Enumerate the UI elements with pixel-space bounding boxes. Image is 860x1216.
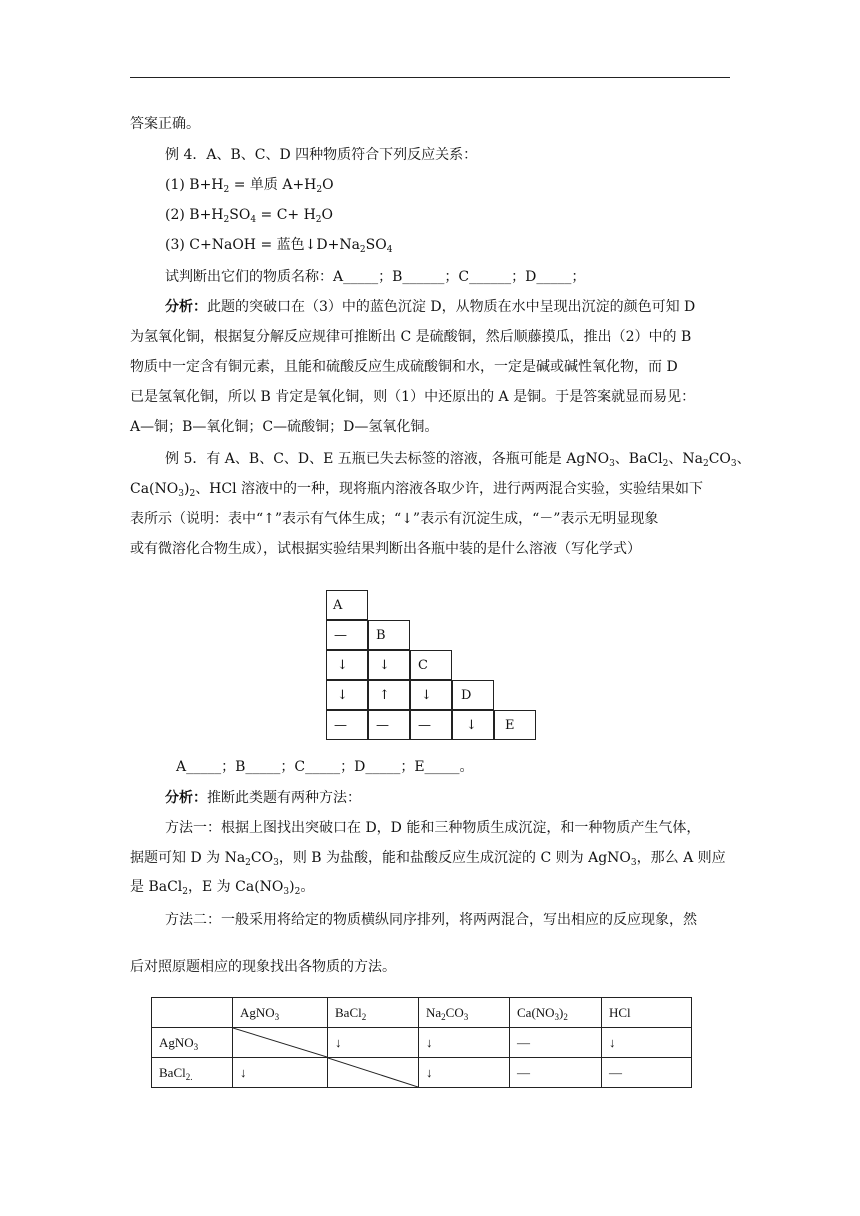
grid-cell-E-B: —: [368, 710, 410, 740]
example5-analysis: 分析：推断此类题有两种方法：: [165, 790, 361, 806]
grid-cell-E-C: —: [410, 710, 452, 740]
table-cell: ↓: [602, 1028, 692, 1058]
grid-cell-A: A: [326, 590, 368, 620]
table-header-cano32: $Ca(NO_3)_2$: [510, 998, 602, 1028]
table-header-row: [152, 998, 692, 1028]
method2-line2: 后对照原题相应的现象找出各物质的方法。: [130, 959, 396, 975]
example4-analysis-line5: A—铜；B—氧化铜；C—硫酸铜；D—氢氧化铜。: [130, 419, 439, 435]
grid-cell-C: C: [410, 650, 452, 680]
method1-line2: 据题可知 D 为 $Na_2CO_3$，则 B 为盐酸，能和盐酸反应生成沉淀的 C 则为 AgNO$_3$，那么 A 则应: [130, 850, 726, 868]
table-row: [152, 1028, 692, 1058]
reaction-3: (3) C+NaOH = 蓝色$↓D+Na_2SO_4$: [165, 237, 393, 255]
diagonal-cell: [328, 1058, 419, 1088]
grid-cell-D-C: ↓: [410, 680, 452, 710]
example4-question: 试判断出它们的物质名称：A_____；B______；C______；D_____；: [165, 269, 586, 285]
grid-cell-B-A: —: [326, 620, 368, 650]
grid-cell-D: D: [452, 680, 494, 710]
method1-line3: 是 BaCl$_2$，E 为 $Ca(NO_3)_2$。: [130, 879, 315, 897]
method1-line1: 方法一：根据上图找出突破口在 D，D 能和三种物质生成沉淀，和一种物质产生气体，: [165, 820, 701, 836]
table-header-na2co3: $Na_2CO_3$: [419, 998, 510, 1028]
example5-blanks: A_____；B_____；C_____；D_____；E_____。: [176, 759, 474, 775]
reaction-1: (1) $B+H_2$ = 单质 $A+H_2O$: [165, 177, 334, 195]
grid-cell-C-B: ↓: [368, 650, 410, 680]
grid-cell-E: E: [494, 710, 536, 740]
method2-line1: 方法二：一般采用将给定的物质横纵同序排列，将两两混合，写出相应的反应现象，然: [165, 912, 697, 928]
table-header-bacl2: BaCl$_2$: [328, 998, 419, 1028]
diagonal-line: [233, 1028, 327, 1057]
example5-line1: 例 5．有 A、B、C、D、E 五瓶已失去标签的溶液，各瓶可能是 AgNO$_3$、BaCl$_2$、$Na_2CO_3$、: [165, 451, 751, 469]
example4-analysis-line2: 为氢氧化铜，根据复分解反应规律可推断出 C 是硫酸铜，然后顺藤摸瓜，推出（2）中的 B: [130, 329, 692, 345]
reaction-2: (2) $B+H_2SO_4 = C+ H_2O$: [165, 207, 334, 225]
grid-cell-E-A: —: [326, 710, 368, 740]
table-corner-cell: [152, 998, 233, 1028]
table-cell: —: [602, 1058, 692, 1088]
table-cell: —: [510, 1028, 602, 1058]
grid-cell-D-A: ↓: [326, 680, 368, 710]
row-label-bacl2: BaCl$_{2.}$: [152, 1058, 233, 1088]
example4-analysis-line4: 已是氢氧化铜，所以 B 肯定是氧化铜，则（1）中还原出的 A 是铜。于是答案就显而易见：: [130, 389, 696, 405]
example4-analysis-line1: 分析：此题的突破口在（3）中的蓝色沉淀 D，从物质在水中呈现出沉淀的颜色可知 D: [165, 299, 696, 315]
table-header-agno3: AgNO$_3$: [233, 998, 328, 1028]
table-cell: ↓: [328, 1028, 419, 1058]
table-row: [152, 1058, 692, 1088]
answer-correct-text: 答案正确。: [130, 116, 200, 132]
example5-line3: 表所示（说明：表中“↑”表示有气体生成；“↓”表示有沉淀生成，“－”表示无明显现象: [130, 511, 659, 527]
example5-line2: $Ca(NO_3)_2$、HCl 溶液中的一种，现将瓶内溶液各取少许，进行两两混合实验，实验结果如下: [130, 481, 704, 499]
mixing-results-table: [151, 997, 692, 1088]
table-cell: ↓: [419, 1028, 510, 1058]
diagonal-line: [328, 1058, 418, 1087]
example4-title: 例 4．A、B、C、D 四种物质符合下列反应关系：: [165, 147, 478, 163]
grid-cell-D-B: ↑: [368, 680, 410, 710]
example4-analysis-line3: 物质中一定含有铜元素，且能和硫酸反应生成硫酸铜和水，一定是碱或碱性氧化物，而 D: [130, 359, 678, 375]
table-header-hcl: HCl: [602, 998, 692, 1028]
row-label-agno3: AgNO$_3$: [152, 1028, 233, 1058]
table-cell: ↓: [233, 1058, 328, 1088]
diagonal-cell: [233, 1028, 328, 1058]
table-cell: —: [510, 1058, 602, 1088]
grid-cell-B: B: [368, 620, 410, 650]
example5-line4: 或有微溶化合物生成），试根据实验结果判断出各瓶中装的是什么溶液（写化学式）: [130, 541, 641, 557]
grid-cell-E-D: ↓: [452, 710, 494, 740]
table-cell: ↓: [419, 1058, 510, 1088]
header-rule: [130, 77, 730, 78]
grid-cell-C-A: ↓: [326, 650, 368, 680]
